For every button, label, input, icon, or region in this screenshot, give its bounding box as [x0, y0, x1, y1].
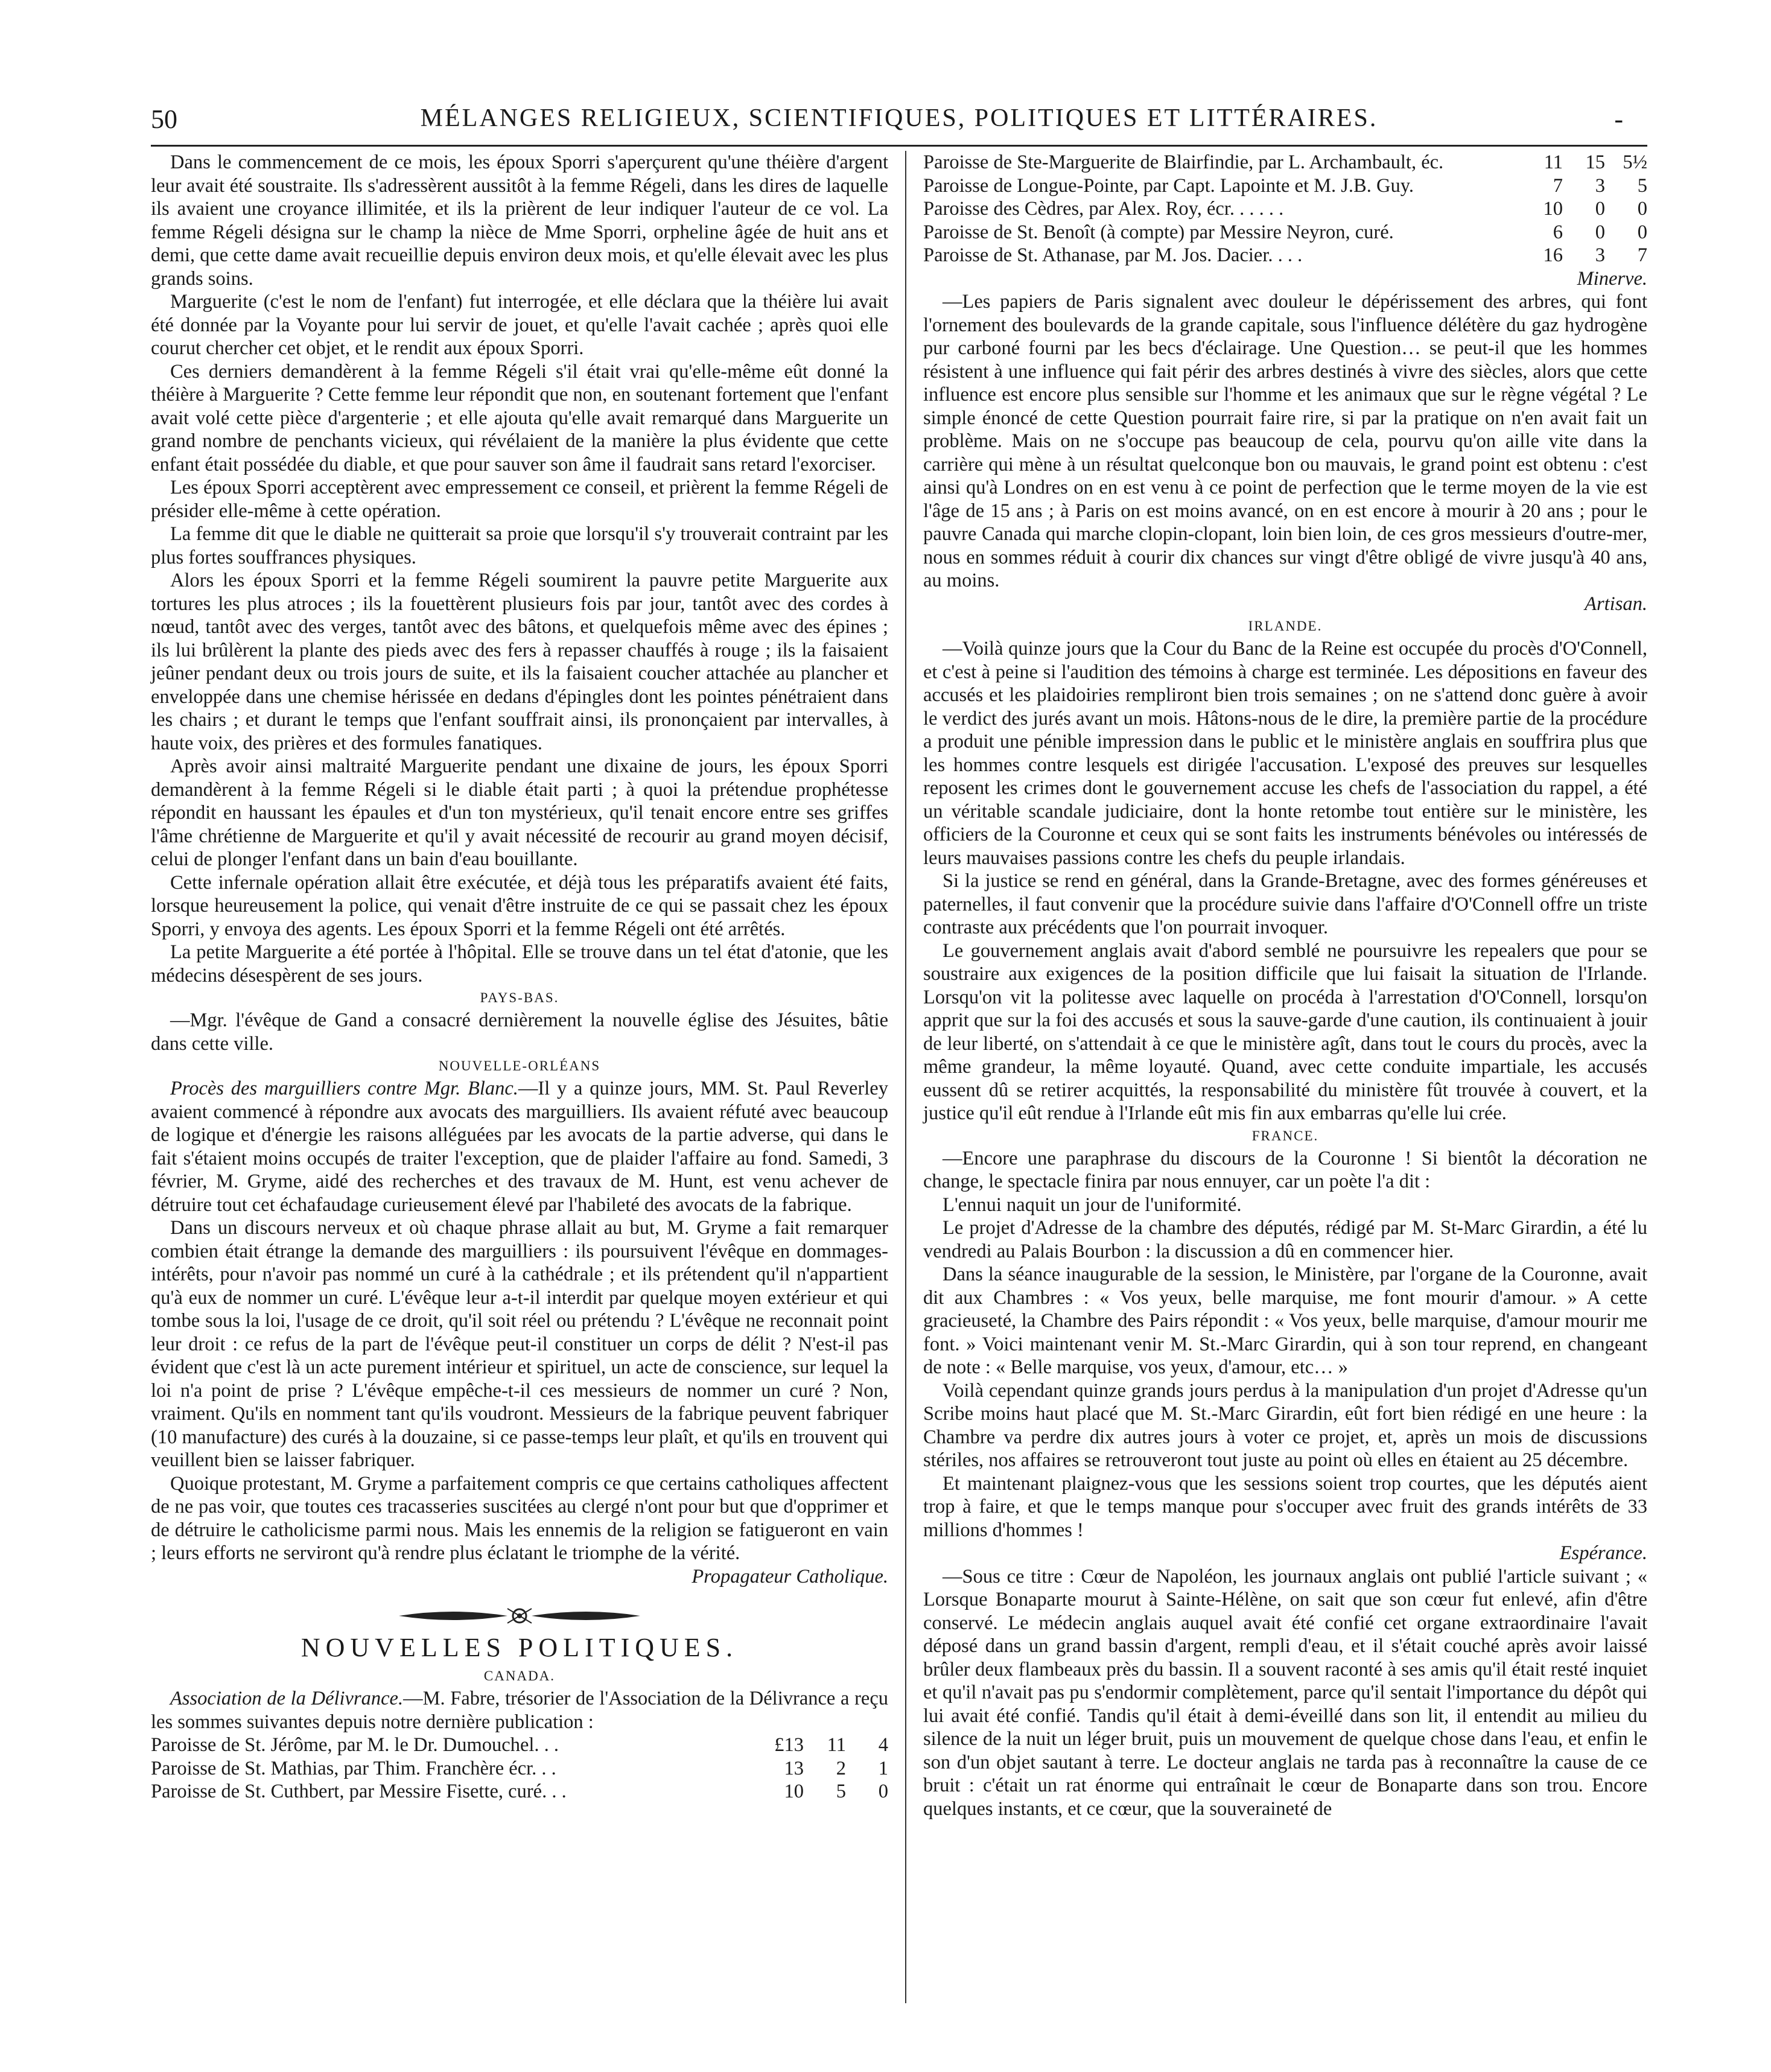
- article-paragraph: Cette infernale opération allait être exécutée, et déjà tous les préparatifs avaient été faits, lorsque heureusement la police, qui venait d'être instruite de ce qui se passait chez les époux Sporri, y envoya des agents. Les époux Sporri et la femme Régeli ont été arrêtés.: [151, 871, 888, 940]
- header-rule: [151, 145, 1647, 147]
- section-heading-france: FRANCE.: [1251, 1128, 1319, 1143]
- article-paragraph: —Encore une paraphrase du discours de la Couronne ! Si bientôt la décoration ne change, le spectacle finira par nous ennuyer, car un poète l'a dit :: [923, 1147, 1647, 1192]
- source-signature: Propagateur Catholique.: [692, 1565, 888, 1587]
- page-title: MÉLANGES RELIGIEUX, SCIENTIFIQUES, POLITIQUES ET LITTÉRAIRES.: [420, 104, 1378, 132]
- section-heading-nouvelle-orleans: NOUVELLE-ORLÉANS: [438, 1058, 601, 1073]
- article-paragraph: Après avoir ainsi maltraité Marguerite pendant une dixaine de jours, les époux Sporri demandèrent à la femme Régeli si le diable était parti ; à quoi la prétendue prophétesse répondit en haussant les épaules et d'un ton mystérieux, qu'il tenait encore entre ses griffes l'âme chrétienne de Marguerite et qu'il y avait nécessité de recourir au grand moyen décisif, celui de plonger l'enfant dans un bain d'eau bouillante.: [151, 755, 888, 870]
- ornament-divider: [151, 1604, 888, 1628]
- quotation: L'ennui naquit un jour de l'uniformité.: [943, 1193, 1242, 1216]
- donation-pence: 1: [878, 1757, 888, 1779]
- section-heading-canada: CANADA.: [483, 1668, 556, 1683]
- article-paragraph: —Voilà quinze jours que la Cour du Banc de la Reine est occupée du procès d'O'Connell, et c'est à peine si l'audition des témoins à charge est terminée. Les dépositions en faveur des accusés et les plaidoiries rempliront bien trois semaines ; on ne s'attend donc guère à avoir le verdict des jurés avant un mois. Hâtons-nous de le dire, la première partie de la procédure a produit une pénible impression dans le public et le ministère anglais en souffrira plus que les hommes contre lesquels est dirigée l'accusation. L'exposé des preuves sur lesquelles reposent les crimes dont le gouvernement accuse les chefs de l'association du rappel, a été un véritable scandale judiciaire, dont la honte retombe tout entière sur le ministère, les officiers de la Couronne et ceux qui se sont faits les instruments bénévoles ou intéressés de leurs mauvaises passions contre les chefs du peuple irlandais.: [923, 638, 1647, 869]
- article-paragraph: —Mgr. l'évêque de Gand a consacré dernièrement la nouvelle église des Jésuites, bâtie dans cette ville.: [151, 1009, 888, 1055]
- donation-row: [923, 174, 1647, 198]
- source-signature: Espérance.: [1559, 1542, 1647, 1564]
- donation-pounds: 10: [784, 1781, 804, 1802]
- article-paragraph: —Sous ce titre : Cœur de Napoléon, les journaux anglais ont publié l'article suivant ; « Lorsque Bonaparte mourut à Sainte-Hélène, on sait que son cœur fut enlevé, afin d'être conservé. Le médecin anglais auquel avait été confié cet organe extraordinaire l'avait déposé dans un grand bassin d'argent, rempli d'eau, et il s'était couché après avoir laissé brûler deux flambeaux près du bassin. Il a souvent raconté à ses amis qu'il était resté inquiet et qu'il n'avait pas pu s'endormir complètement, parce qu'il sentait l'importance du dépôt qui lui avait été confié. Tandis qu'il était à demi-éveillé dans son lit, il entendit au milieu du silence de la nuit un léger bruit, puis un mouvement de quelque chose dans l'eau, et enfin le son d'un objet sautant à terre. Le docteur anglais ne tarda pas à reconnaître la cause de ce bruit : c'était un rat énorme qui entraînait le cœur de Bonaparte dans son trou. Encore quelques instants, et ce cœur, que la souveraineté de: [923, 1565, 1647, 1820]
- donation-shillings: 15: [1585, 151, 1605, 173]
- section-heading-nouvelles-politiques: NOUVELLES POLITIQUES.: [300, 1633, 739, 1662]
- article-paragraph: —Les papiers de Paris signalent avec douleur le dépérissement des arbres, qui font l'ornement des boulevards de la grande capitale, sous l'influence délétère du gaz hydrogène pur carboné fourni par les becs d'éclairage. Une Question… se peut-il que les hommes résistent à une influence qui fait périr des arbres destinés à vivre des siècles, alors que cette influence est encore plus sensible sur l'homme et les animaux que sur le règne végétal ? Le simple énoncé de cette Question pourrait faire rire, si par la pratique on n'en avait fait un problème. Mais on ne s'occupe pas beaucoup de cela, pourvu qu'on aille vite dans la carrière qui mène à un résultat quelconque bon ou mauvais, le grand point est obtenu : c'est ainsi qu'à Londres on en est venu à ce point de perfection que le terme moyen de la vie est l'âge de 15 ans ; à Paris on est moins avancé, on en est encore à mourir à 20 ans ; pour le pauvre Canada qui marche clopin-clopant, loin bien loin, de ces gros messieurs d'outre-mer, nous en sommes réduit à courir dix chances sur vingt d'être obligé de vivre jusqu'à 40 ans, au moins.: [923, 291, 1647, 591]
- donation-label: Paroisse de St. Mathias, par Thim. Franchère écr. . .: [151, 1757, 556, 1779]
- donation-label: Paroisse de Longue-Pointe, par Capt. Lapointe et M. J.B. Guy.: [923, 174, 1414, 197]
- section-heading-irlande: IRLANDE.: [1248, 618, 1323, 634]
- article-paragraph: Ces derniers demandèrent à la femme Régeli s'il était vrai qu'elle-même eût donné la théière à Marguerite ? Cette femme leur répondit que non, en soutenant fortement que l'enfant avait volé cette pièce d'argenterie ; et elle ajouta qu'elle avait remarqué dans Marguerite un grand nombre de penchants vicieux, qui révélaient de la manière la plus évidente que cette enfant était possédée du diable, et que pour sauver son âme il faudrait sans retard l'exorciser.: [151, 360, 888, 475]
- donation-label: Paroisse de Ste-Marguerite de Blairfindie, par L. Archambault, éc.: [923, 151, 1444, 173]
- article-paragraph: Le projet d'Adresse de la chambre des députés, rédigé par M. St-Marc Girardin, a été lu vendredi au Palais Bourbon : la discussion a dû en commencer hier.: [923, 1217, 1647, 1262]
- donation-shillings: 3: [1595, 174, 1605, 197]
- donation-row: [151, 1734, 888, 1757]
- donation-label: Paroisse des Cèdres, par Alex. Roy, écr. . . . . .: [923, 198, 1284, 220]
- donation-shillings: 3: [1595, 244, 1605, 266]
- donation-pence: 5½: [1623, 151, 1647, 173]
- article-paragraph: Quoique protestant, M. Gryme a parfaitement compris ce que certains catholiques affectent de ne pas voir, que toutes ces tracasseries suscitées au clergé n'ont pour but que d'opprimer et de détruire le catholicisme parmi nous. Mais les ennemis de la religion se fatigueront en vain ; leurs efforts ne serviront qu'à rendre plus éclatant le triomphe de la vérité.: [151, 1472, 888, 1564]
- ornament-icon: [393, 1604, 646, 1628]
- donation-pounds: 16: [1543, 244, 1563, 266]
- article-text: —M. Fabre, trésorier de l'Association de la Délivrance a reçu les sommes suivantes depuis notre dernière publication :: [151, 1688, 889, 1733]
- source-signature: Minerve.: [1577, 267, 1647, 290]
- article-text: —Il y a quinze jours, MM. St. Paul Reverley avaient commencé à répondre aux avocats des marguilliers. Ils avaient réfuté avec beaucoup de logique et d'énergie les raisons alléguées par les avocats de la partie adverse, qui dans le fait s'étaient moins occupés de traiter l'exception, que de plaider l'affaire au fond. Samedi, 3 février, M. Gryme, aidé des recherches et des travaux de M. Hunt, est venu achever de détruire tout cet échafaudage curieusement élevé par l'habileté des avocats de la fabrique.: [151, 1078, 888, 1216]
- article-paragraph: La petite Marguerite a été portée à l'hôpital. Elle se trouve dans un tel état d'atonie, que les médecins désespèrent de ses jours.: [151, 941, 888, 987]
- donation-pence: 0: [1637, 221, 1647, 243]
- article-paragraph: Dans la séance inaugurable de la session, le Ministère, par l'organe de la Couronne, avait dit aux Chambres : « Vos yeux, belle marquise, me font mourir d'amour. » A cette gracieuseté, la Chambre des Pairs répondit : « Vos yeux, belle marquise, d'amour mourir me font. » Voici maintenant venir M. St.-Marc Girardin, qui à son tour reprend, en changeant de note : « Belle marquise, vos yeux, d'amour, etc… »: [923, 1263, 1647, 1378]
- donation-pounds: 7: [1553, 174, 1563, 197]
- page-header: [151, 104, 1647, 146]
- article-paragraph: Voilà cependant quinze grands jours perdus à la manipulation d'un projet d'Adresse qu'un Scribe moins haut placé que M. St.-Marc Girardin, eût fort bien rédigé en une heure : la Chambre va perdre dix autres jours à voter ce projet, et, après un mois de discussions stériles, nos affaires se retrouveront tout juste au point où elles en étaient au 25 décembre.: [923, 1379, 1647, 1471]
- donation-shillings: 11: [827, 1734, 846, 1756]
- donation-row: [923, 221, 1647, 244]
- donation-row: [923, 151, 1647, 174]
- donation-row: [151, 1780, 888, 1803]
- donation-pence: 0: [1637, 198, 1647, 220]
- article-paragraph: Et maintenant plaignez-vous que les sessions soient trop courtes, que les députés aient trop à faire, et que le temps manque pour s'occuper avec fruit des grands intérêts de 33 millions d'hommes !: [923, 1472, 1647, 1541]
- header-dash: -: [1614, 104, 1623, 134]
- donation-row: [151, 1757, 888, 1781]
- article-title: Association de la Délivrance.: [170, 1688, 404, 1709]
- article-title: Procès des marguilliers contre Mgr. Blanc.: [170, 1078, 518, 1099]
- donation-pence: 4: [878, 1734, 888, 1756]
- donation-label: Paroisse de St. Athanase, par M. Jos. Dacier. . . .: [923, 244, 1303, 266]
- donation-pence: 7: [1637, 244, 1647, 266]
- donation-pence: 0: [878, 1781, 888, 1802]
- donation-pounds: 10: [1543, 198, 1563, 220]
- article-paragraph: [151, 1077, 888, 1216]
- article-paragraph: [151, 1687, 888, 1734]
- donation-label: Paroisse de St. Cuthbert, par Messire Fisette, curé. . .: [151, 1781, 567, 1802]
- left-column: [151, 151, 888, 1803]
- article-paragraph: Les époux Sporri acceptèrent avec empressement ce conseil, et prièrent la femme Régeli de présider elle-même à cette opération.: [151, 477, 888, 522]
- donation-label: Paroisse de St. Benoît (à compte) par Messire Neyron, curé.: [923, 221, 1394, 243]
- article-paragraph: Alors les époux Sporri et la femme Régeli soumirent la pauvre petite Marguerite aux tortures les plus atroces ; ils la fouettèrent plusieurs fois par jour, tantôt avec des cordes à nœud, tantôt avec des verges, tantôt avec des bâtons, et quelquefois même avec des épines ; ils lui brûlèrent la plante des pieds avec des fers à repasser chauffés à rouge ; ils la faisaient jeûner pendant deux ou trois jours de suite, et ils la faisaient coucher attachée au plancher et enveloppée dans une chemise hérissée en dedans d'épingles dont les pointes pénétraient dans les chairs ; et durant le temps que l'enfant souffrait ainsi, ils prononçaient par intervalles, à haute voix, des prières et des formules fanatiques.: [151, 570, 888, 754]
- donation-pounds: 13: [784, 1757, 804, 1779]
- section-heading-pays-bas: PAYS-BAS.: [480, 990, 559, 1005]
- donation-label: Paroisse de St. Jérôme, par M. le Dr. Dumouchel. . .: [151, 1734, 559, 1756]
- donation-pence: 5: [1637, 174, 1647, 197]
- donation-shillings: 0: [1595, 198, 1605, 220]
- column-divider: [905, 151, 906, 2003]
- right-column: [923, 151, 1647, 1820]
- donation-shillings: 2: [836, 1757, 846, 1779]
- donation-row: [923, 244, 1647, 267]
- article-paragraph: La femme dit que le diable ne quitterait sa proie que lorsqu'il s'y trouverait contraint par les plus fortes souffrances physiques.: [151, 523, 888, 568]
- source-signature: Artisan.: [1585, 593, 1647, 615]
- donation-pounds: 6: [1553, 221, 1563, 243]
- page-number: 50: [151, 104, 177, 134]
- article-paragraph: Dans le commencement de ce mois, les époux Sporri s'aperçurent qu'une théière d'argent leur avait été soustraite. Ils s'adressèrent aussitôt à la femme Régeli, dans les dires de laquelle ils avaient une croyance illimitée, et ils la prièrent de leur indiquer l'auteur de ce vol. La femme Régeli désigna sur le champ la nièce de Mme Sporri, orpheline âgée de huit ans et demi, que cette dame avait recueillie depuis environ deux mois, et qu'elle élevait avec les plus grands soins.: [151, 151, 888, 290]
- donation-pounds: 11: [1544, 151, 1563, 173]
- donation-row: [923, 197, 1647, 221]
- article-paragraph: Dans un discours nerveux et où chaque phrase allait au but, M. Gryme a fait remarquer combien était étrange la demande des marguilliers : ils poursuivent l'évêque en dommages-intérêts, pour n'avoir pas nommé un curé à la cathédrale ; et ils prétendent qu'il n'appartient qu'à eux de nommer un curé. L'évêque leur a-t-il interdit par quelque moyen extérieur et qui tombe sous la loi, l'usage de ce droit, qu'il soit réel ou prétendu ? L'évêque ne reconnait point leur droit : ce refus de la part de l'évêque peut-il constituer un corps de délit ? N'est-il pas évident que c'est là un acte purement intérieur et spirituel, un acte de conscience, sur lequel la loi n'a point de prise ? L'évêque empêche-t-il ces messieurs de nommer un curé ? Non, vraiment. Qu'ils en nomment tant qu'ils voudront. Messieurs de la fabrique peuvent fabriquer (10 manufacture) des curés à la douzaine, si ce passe-temps leur plaît, et qu'ils en trouvent qui veuillent bien se laisser fabriquer.: [151, 1217, 888, 1471]
- article-paragraph: Le gouvernement anglais avait d'abord semblé ne poursuivre les repealers que pour se soustraire aux exigences de la position difficile que lui faisait la situation de l'Irlande. Lorsqu'on vit la politesse avec laquelle on procéda à l'arrestation d'O'Connell, lorsqu'on apprit que sur la foi des accusés et sous la sauve-garde d'une caution, ils continuaient à jouir de leur liberté, on s'attendait à ce que le ministère agît, dans tout le cours du procès, avec la même grandeur, la même loyauté. Quand, avec cette conduite impartiale, les accusés eussent dû se retirer acquittés, la responsabilité du ministère fût trouvée à couvert, et la justice qu'il eût rendue à l'Irlande eût mis fin aux embarras qu'elle lui crée.: [923, 939, 1647, 1124]
- article-paragraph: Marguerite (c'est le nom de l'enfant) fut interrogée, et elle déclara que la théière lui avait été donnée par la Voyante pour lui servir de jouet, et qu'elle l'avait cachée ; après quoi elle courut chercher cet objet, et le rendit aux époux Sporri.: [151, 291, 888, 359]
- donation-shillings: 5: [836, 1781, 846, 1802]
- donation-pounds: £13: [774, 1734, 804, 1756]
- article-paragraph: Si la justice se rend en général, dans la Grande-Bretagne, avec des formes généreuses et paternelles, il faut convenir que la procédure suivie dans l'affaire d'O'Connell offre un triste contraste aux précédents que l'on pourrait invoquer.: [923, 870, 1647, 938]
- donation-shillings: 0: [1595, 221, 1605, 243]
